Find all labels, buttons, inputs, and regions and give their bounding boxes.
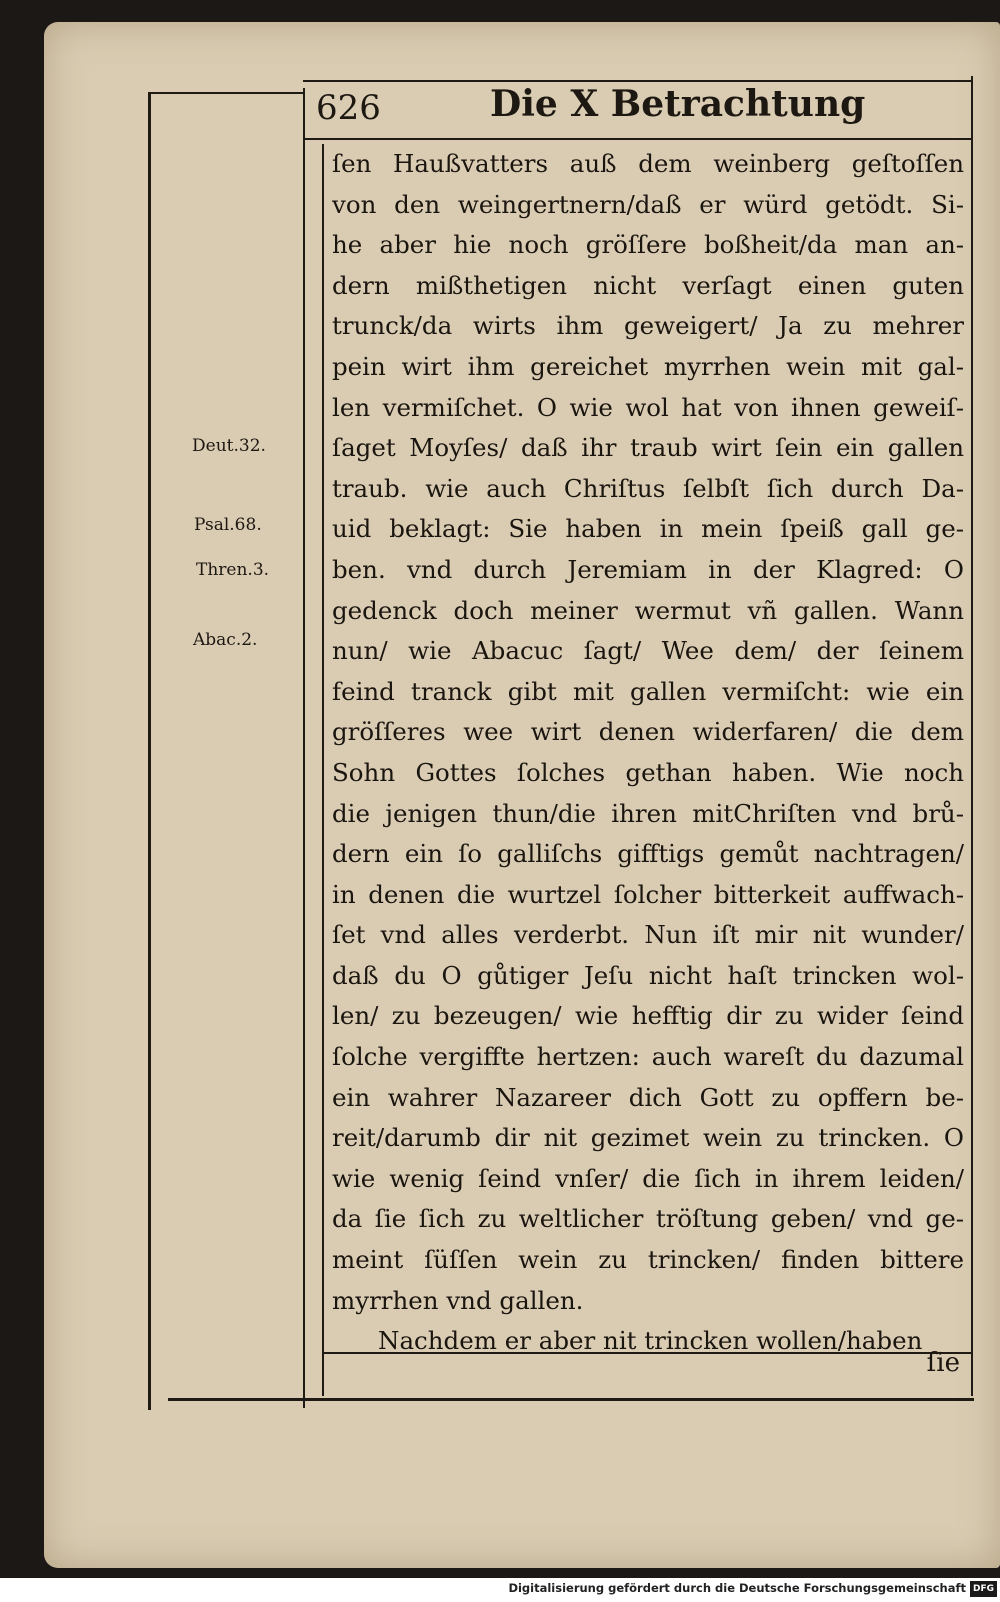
dfg-logo: DFG bbox=[970, 1581, 997, 1597]
inner-text-rule bbox=[322, 144, 324, 1396]
outer-left-rule bbox=[148, 92, 151, 1410]
text-line: feind tranck gibt mit gallen vermiſcht: wie ein bbox=[332, 676, 964, 706]
bottom-rule bbox=[168, 1398, 974, 1401]
text-line: traub. wie auch Chriſtus ſelbſt ſich durch Da- bbox=[332, 473, 964, 503]
text-line: Sohn Gottes ſolches gethan haben. Wie noch bbox=[332, 757, 964, 787]
text-line: Nachdem er aber nit trincken wollen/haben bbox=[378, 1326, 923, 1356]
text-line: gedenck doch meiner wermut vñ gallen. Wann bbox=[332, 595, 964, 625]
margin-note-abac: Abac.2. bbox=[193, 630, 258, 650]
footer-credit: Digitalisierung gefördert durch die Deutsche Forschungsgemeinschaft bbox=[508, 1581, 966, 1595]
text-line: ben. vnd durch Jeremiam in der Klagred: O bbox=[332, 554, 964, 584]
text-line: dern ein ſo galliſchs gifftigs gemůt nachtragen/ bbox=[332, 839, 964, 869]
margin-note-deut: Deut.32. bbox=[192, 436, 266, 456]
catchword: ſie bbox=[926, 1348, 960, 1378]
text-line: he aber hie noch gröſſere boßheit/da man an- bbox=[332, 230, 964, 260]
text-line: len/ zu bezeugen/ wie hefftig dir zu wider ſeind bbox=[332, 1001, 964, 1031]
margin-note-thren: Thren.3. bbox=[196, 560, 270, 580]
margin-note-psal: Psal.68. bbox=[194, 515, 262, 535]
gutter-rule bbox=[303, 88, 305, 1408]
text-line: die jenigen thun/die ihren mitChriſten vnd brů- bbox=[332, 798, 964, 828]
text-line: dern mißthetigen nicht verſagt einen guten bbox=[332, 270, 964, 300]
header-bottom-rule bbox=[303, 138, 971, 140]
text-line: myrrhen vnd gallen. bbox=[332, 1285, 584, 1315]
text-line: ſolche vergiffte hertzen: auch wareſt du dazumal bbox=[332, 1042, 964, 1072]
running-title: Die X Betrachtung bbox=[490, 83, 866, 125]
text-line: wie wenig ſeind vnſer/ die ſich in ihrem leiden/ bbox=[332, 1163, 964, 1193]
text-line: len vermiſchet. O wie wol hat von ihnen geweiſ- bbox=[332, 392, 964, 422]
text-line: in denen die wurtzel ſolcher bitterkeit auffwach- bbox=[332, 879, 964, 909]
text-line: gröſſeres wee wirt denen widerfaren/ die dem bbox=[332, 717, 964, 747]
text-line: ſaget Moyſes/ daß ihr traub wirt ſein ein gallen bbox=[332, 433, 964, 463]
text-line: reit/darumb dir nit gezimet wein zu trincken. O bbox=[332, 1123, 964, 1153]
text-line: meint ſüſſen wein zu trincken/ finden bittere bbox=[332, 1245, 964, 1275]
right-rule bbox=[971, 76, 973, 1396]
text-line: ſen Haußvatters auß dem weinberg geſtoſſen bbox=[332, 149, 964, 178]
text-line: ſet vnd alles verderbt. Nun iſt mir nit wunder/ bbox=[332, 920, 964, 950]
text-line: trunck/da wirts ihm geweigert/ Ja zu mehrer bbox=[332, 311, 964, 341]
text-line: uid beklagt: Sie haben in mein ſpeiß gall ge- bbox=[332, 514, 964, 544]
text-line: pein wirt ihm gereichet myrrhen wein mit gal- bbox=[332, 351, 964, 381]
text-line: daß du O gůtiger Jeſu nicht haſt trincken wol- bbox=[332, 960, 964, 990]
page-number: 626 bbox=[316, 88, 381, 128]
body-text bbox=[332, 144, 964, 1362]
text-line: da ſie ſich zu weltlicher tröſtung geben/ vnd ge- bbox=[332, 1204, 964, 1234]
text-line: von den weingertnern/daß er würd getödt. Si- bbox=[332, 189, 964, 219]
header-rule bbox=[303, 80, 971, 82]
top-rule bbox=[150, 92, 305, 94]
text-line: ein wahrer Nazareer dich Gott zu opffern be- bbox=[332, 1082, 964, 1112]
text-line: nun/ wie Abacuc ſagt/ Wee dem/ der ſeinem bbox=[332, 636, 964, 666]
